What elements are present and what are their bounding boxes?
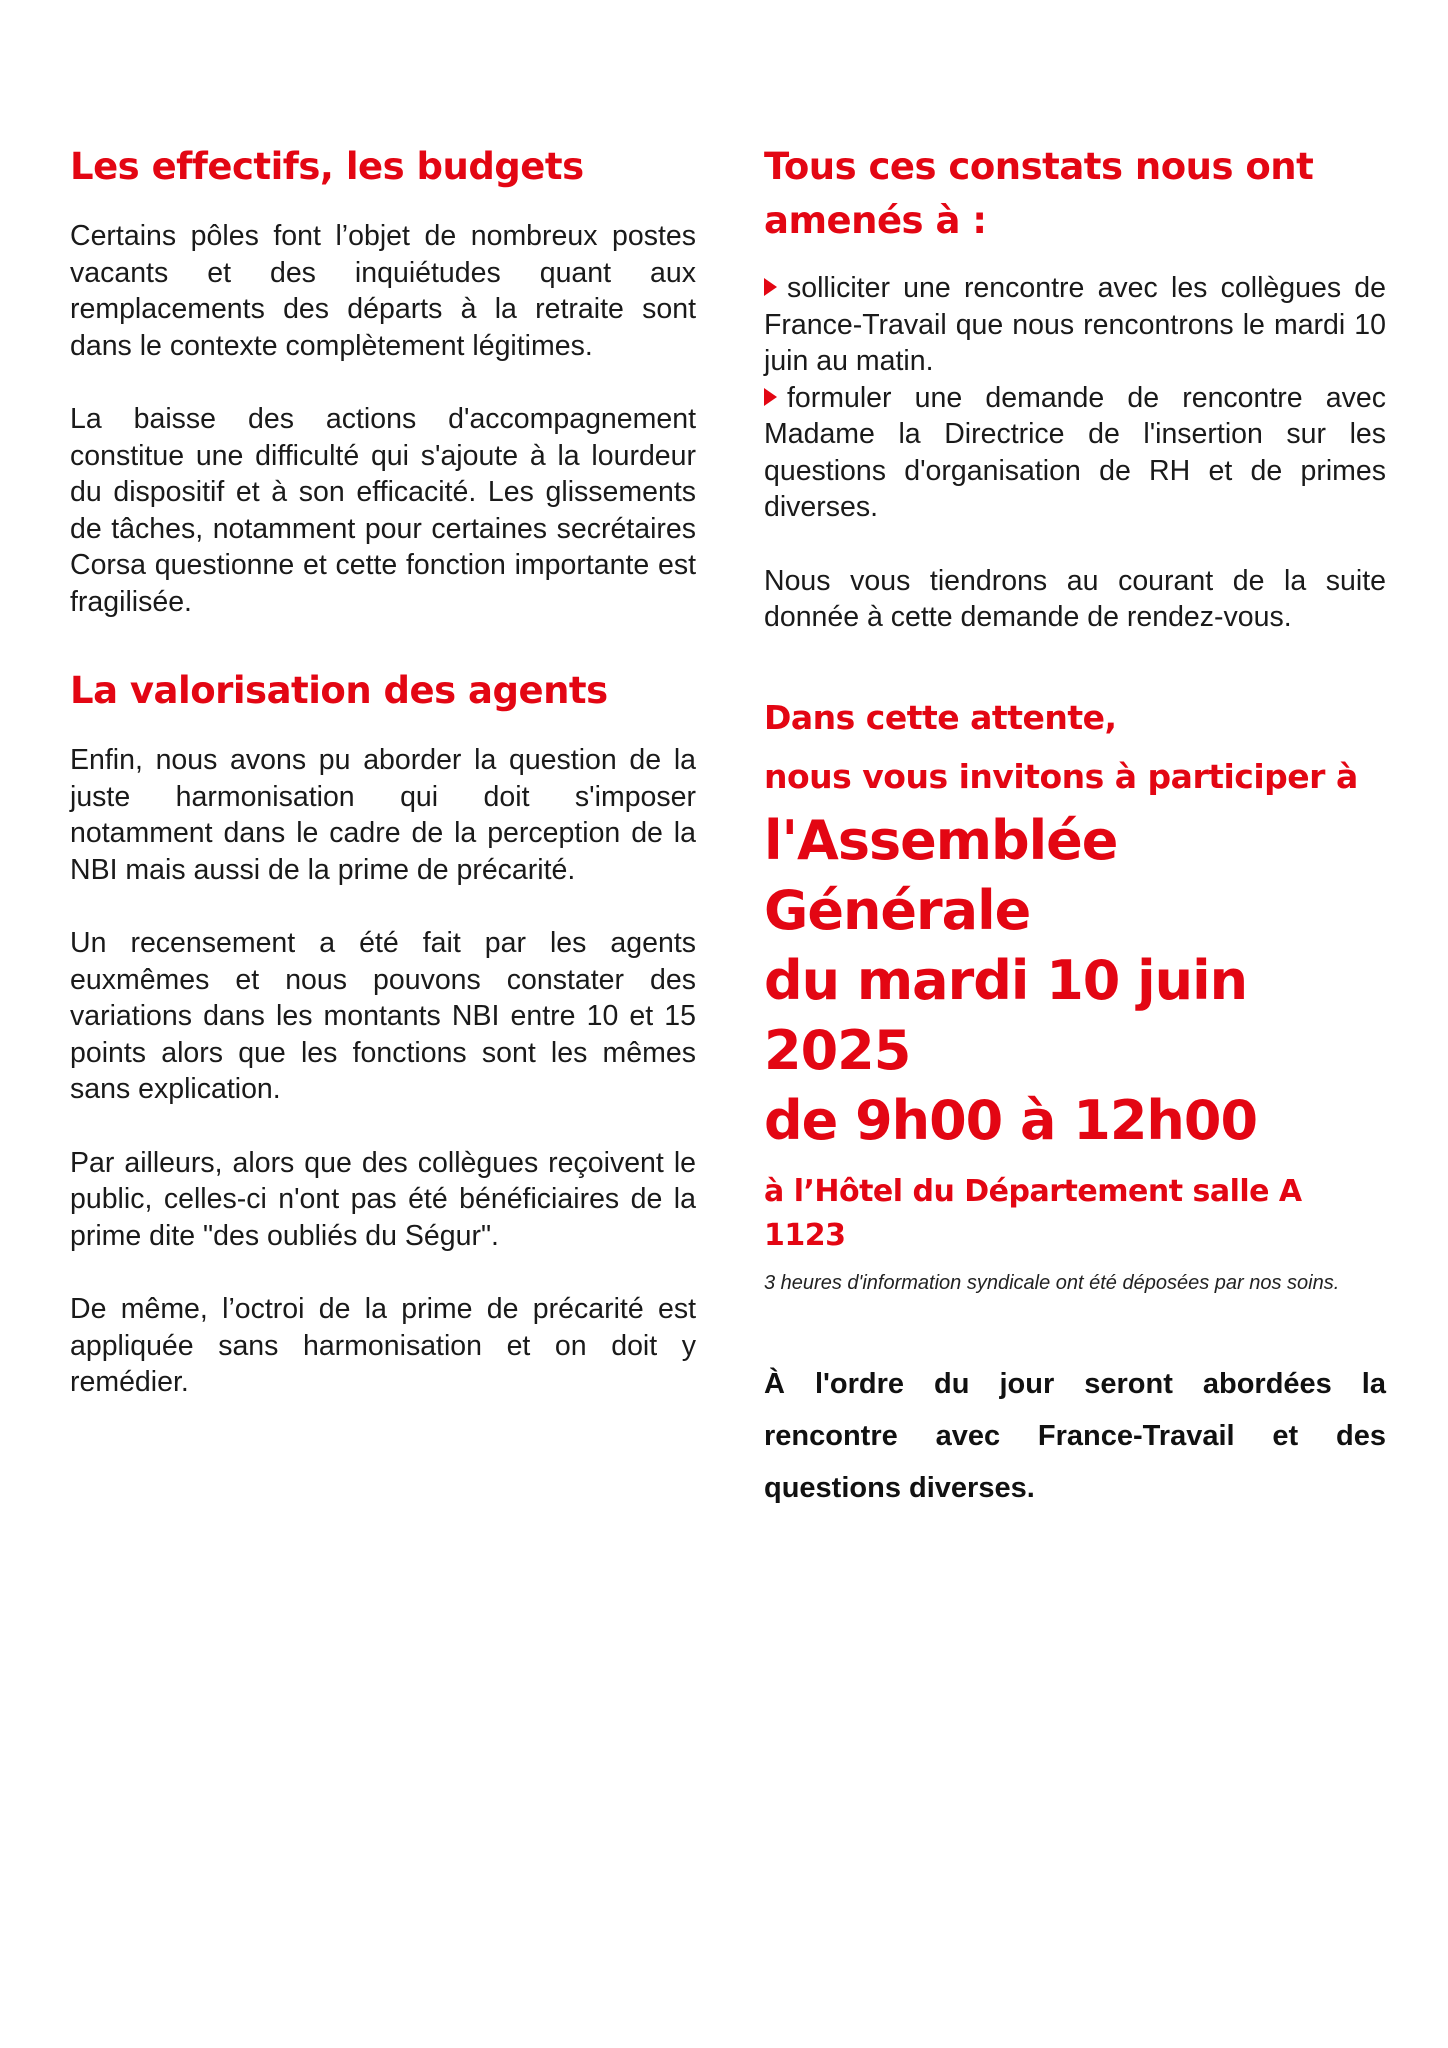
paragraph: La baisse des actions d'accompagnement constitue une difficulté qui s'ajoute à la lourdeur du dispositif et à son efficacité. Les glissements de tâches, notamment pour certaines secrétaires Corsa questionne et cette fonction importante est fragilisée. [70, 403, 696, 618]
triangle-right-icon [764, 388, 777, 406]
assembly-title-line1: l'Assemblée Générale [764, 808, 1118, 942]
left-column [70, 140, 696, 1401]
paragraph: De même, l’octroi de la prime de précarité est appliquée sans harmonisation et on doit y remédier. [70, 1293, 696, 1398]
venue: à l’Hôtel du Département salle A 1123 [764, 1173, 1302, 1253]
section-title-effectifs: Les effectifs, les budgets [70, 145, 584, 188]
list-item-text: formuler une demande de rencontre avec Madame la Directrice de l'insertion sur les questions d'organisation de RH et de primes diverses. [764, 381, 1386, 523]
information-note: 3 heures d'information syndicale ont été déposées par nos soins. [764, 1271, 1340, 1294]
paragraph: Par ailleurs, alors que des collègues reçoivent le public, celles-ci n'ont pas été bénéficiaires de la prime dite "des oubliés du Ségur". [70, 1146, 696, 1252]
paragraph: Certains pôles font l’objet de nombreux postes vacants et des inquiétudes quant aux remplacements des départs à la retraite sont dans le contexte complètement légitimes. [70, 220, 696, 362]
constats-title-line1: Tous ces constats nous ont [764, 145, 1314, 188]
assembly-title-line2: du mardi 10 juin 2025 [764, 948, 1248, 1082]
assembly-title-line3: de 9h00 à 12h00 [764, 1088, 1258, 1152]
invite-line1: Dans cette attente, [764, 697, 1117, 737]
paragraph: Enfin, nous avons pu aborder la question de la juste harmonisation qui doit s'imposer notamment dans le cadre de la perception de la NBI mais aussi de la prime de précarité. [70, 744, 696, 886]
constats-title-line2: amenés à : [764, 199, 987, 242]
invite-line2: nous vous invitons à participer à [764, 756, 1358, 796]
followup-text: Nous vous tiendrons au courant de la suite donnée à cette demande de rendez-vous. [764, 564, 1386, 633]
right-column [764, 140, 1386, 1543]
triangle-right-icon [764, 278, 777, 296]
list-item [764, 380, 1386, 526]
section-title-valorisation: La valorisation des agents [70, 669, 608, 712]
paragraph: Un recensement a été fait par les agents euxmêmes et nous pouvons constater des variations dans les montants NBI entre 10 et 15 points alors que les fonctions sont les mêmes sans explication. [70, 927, 696, 1105]
agenda-text: À l'ordre du jour seront abordées la rencontre avec France-Travail et des questions diverses. [764, 1367, 1386, 1504]
list-item [764, 270, 1386, 380]
list-item-text: solliciter une rencontre avec les collègues de France-Travail que nous rencontrons le mardi 10 juin au matin. [764, 272, 1386, 377]
